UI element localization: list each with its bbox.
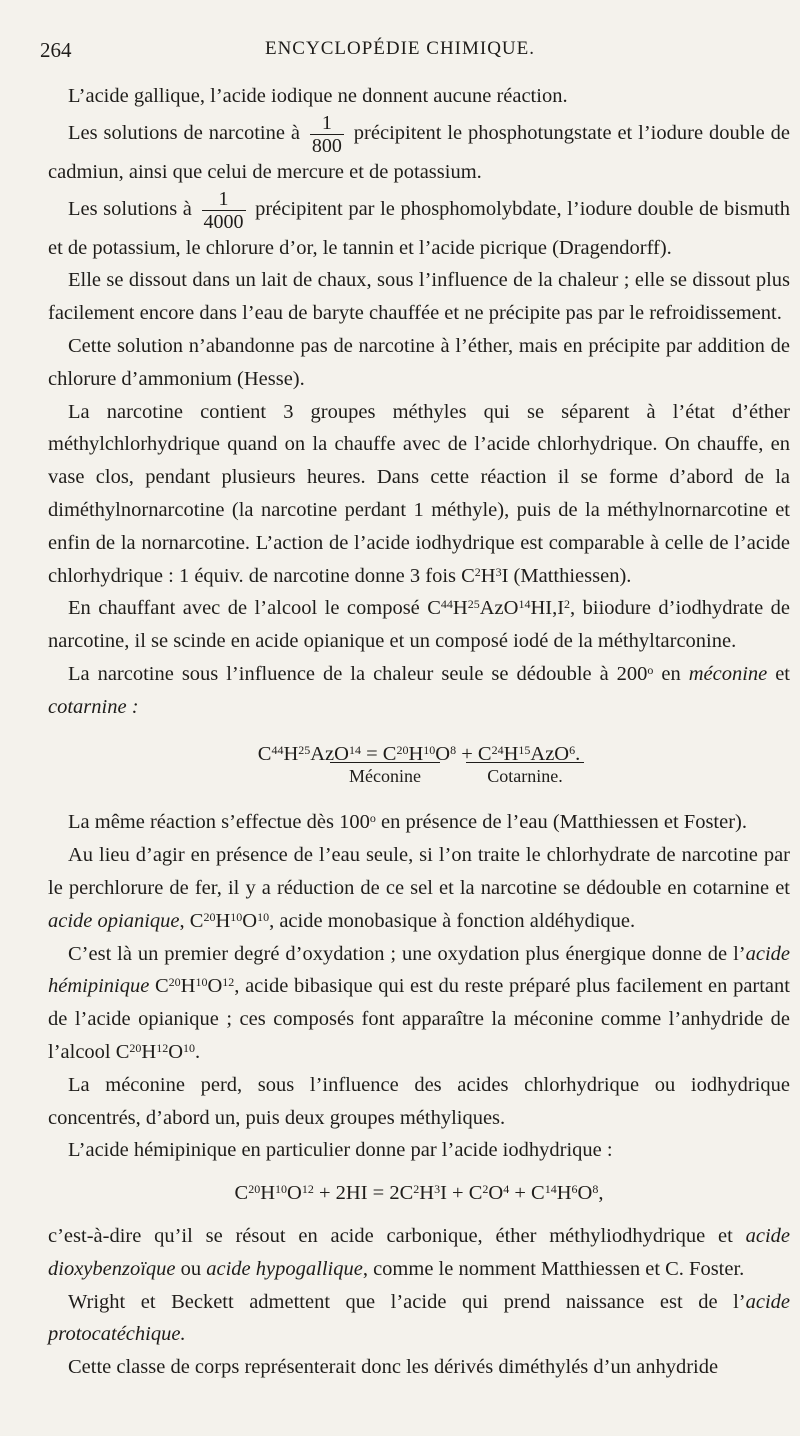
body-text [48,80,790,1384]
running-title: ENCYCLOPÉDIE CHIMIQUE. [264,38,536,59]
paragraph: La même réaction s’effectue dès 100$^o$ en présence de l’eau (Matthiessen et Foster). [68,811,747,834]
paragraph: Elle se dissout dans un lait de chaux, sous l’influence de la chaleur ; elle se dissout plus facilement encore dans l’eau de baryte chauffée et ne précipite pas par le refroidissement. [48,269,790,325]
paragraph: Cette solution n’abandonne pas de narcotine à l’éther, mais en précipite par addition de chlorure d’ammonium (Hesse). [48,334,790,390]
paragraph: L’acide gallique, l’acide iodique ne donnent aucune réaction. [68,85,568,107]
paragraph: Au lieu d’agir en présence de l’eau seule, si l’on traite le chlorhydrate de narcotine par le perchlorure de fer, il y a réduction de ce sel et la narcotine se dédouble en cotarnine et acide opianique, $C^{20}H^{10}O^{10}$, acide monobasique à fonction aldéhydique. [48,844,790,932]
label-meconine: Méconine [330,762,440,788]
paragraph: c’est-à-dire qu’il se résout en acide carbonique, éther méthyliodhydrique et acide dioxybenzoïque ou acide hypogallique, comme le nomment Matthiessen et C. Foster. [48,1224,790,1280]
paragraph: L’acide hémipinique en particulier donne par l’acide iodhydrique : [68,1139,613,1162]
paragraph: Les solutions à $\frac{1}{4000}$ précipitent par le phosphomolybdate, l’iodure double de bismuth et de potassium, le chlorure d’or, le tannin et l’acide picrique (Dragendorff). [48,187,791,259]
paragraph: Les solutions de narcotine à $\frac{1}{800}$ précipitent le phosphotungstate et l’iodure double de cadmiun, ainsi que celui de mercure et de potassium. [48,111,790,183]
page-number: 264 [40,38,72,62]
paragraph: C’est là un premier degré d’oxydation ; une oxydation plus énergique donne de l’acide hémipinique $C^{20}H^{10}O^{12}$, acide bibasique qui est du reste préparé plus facilement en partant de l’acide opianique ; ces composés font apparaître la méconine comme l’anhydride de l’alcool $C^{20}H^{12}O^{10}$. [48,942,790,1063]
equation-decomposition: $C^{44}H^{25}AzO^{14} = C^{20}H^{10}O^8 + C^{24}H^{15}AzO^6$. [257,742,581,765]
paragraph: Wright et Beckett admettent que l’acide qui prend naissance est de l’acide protocatéchique. [48,1290,790,1346]
paragraph: La méconine perd, sous l’influence des acides chlorhydrique ou iodhydrique concentrés, d’abord un, puis deux groupes méthyliques. [48,1073,790,1129]
paragraph: Cette classe de corps représenterait donc les dérivés diméthylés d’un anhydride [68,1356,719,1379]
fraction: $\frac{1}{4000}$ [203,187,244,233]
equation-hydriodic: $C^{20}H^{10}O^{12} + 2HI = 2C^2H^3I + C^2O^4 + C^{14}H^6O^8$, [234,1182,604,1205]
paragraph: La narcotine contient 3 groupes méthyles qui se séparent à l’état d’éther méthylchlorhydrique quand on la chauffe avec de l’acide chlorhydrique. On chauffe, en vase clos, pendant plusieurs heures. Dans cette réaction il se forme d’abord de la diméthylnornarcotine (la narcotine perdant 1 méthyle), puis de la méthylnornarcotine et enfin de la nornarcotine. L’action de l’acide iodhydrique est comparable à celle de l’acide chlorhydrique : 1 équiv. de narcotine donne 3 fois $C^2H^3I$ (Matthiessen). [48,400,790,587]
fraction: $\frac{1}{800}$ [311,111,342,157]
paragraph: En chauffant avec de l’alcool le composé $C^{44}H^{25}AzO^{14}HI,I^2$, biiodure d’iodhydrate de narcotine, il se scinde en acide opianique et un composé iodé de la méthyltarconine. [48,597,790,653]
running-header [40,38,760,68]
label-cotarnine: Cotarnine. [466,762,584,788]
equation-labels [48,766,790,806]
paragraph: La narcotine sous l’influence de la chaleur seule se dédouble à 200$^o$ en méconine et cotarnine : [48,662,790,718]
